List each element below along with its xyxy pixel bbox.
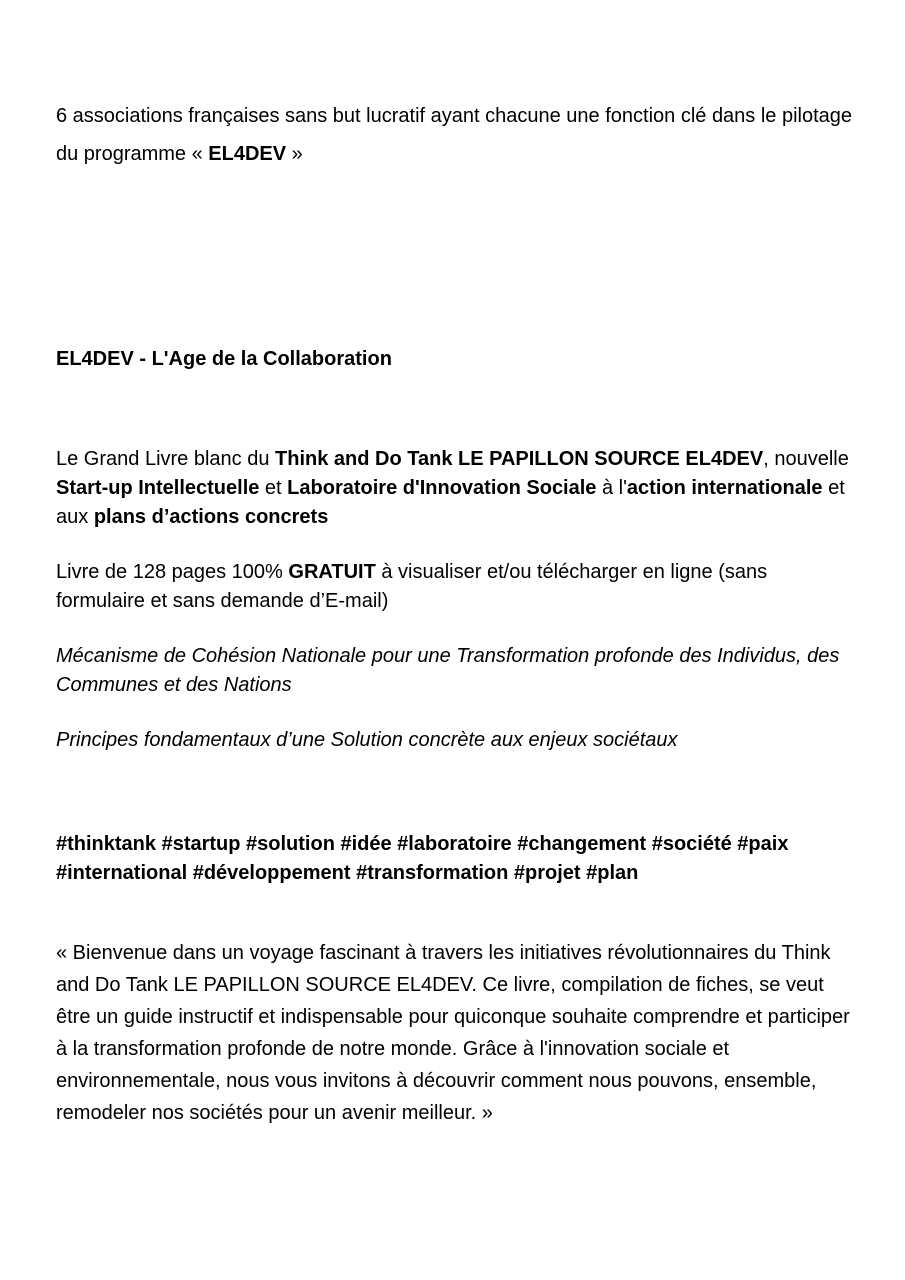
text-run: Start-up Intellectuelle xyxy=(56,477,260,499)
text-run: Livre de 128 pages 100% xyxy=(56,561,289,583)
text-run: Principes fondamentaux d’une Solution concrète aux enjeux sociétaux xyxy=(56,729,678,751)
intro-paragraph-line xyxy=(56,135,905,173)
mechanism-italic-paragraph-line xyxy=(56,671,905,700)
section-heading xyxy=(56,345,905,374)
welcome-quote-paragraph xyxy=(56,937,905,1129)
welcome-quote-paragraph-line xyxy=(56,1065,905,1097)
principles-italic-paragraph xyxy=(56,726,905,755)
text-run: environnementale, nous vous invitons à découvrir comment nous pouvons, ensemble, xyxy=(56,1070,817,1092)
free-book-paragraph-line xyxy=(56,558,905,587)
text-run: Communes et des Nations xyxy=(56,674,292,696)
text-run: et xyxy=(259,477,288,499)
text-run: être un guide instructif et indispensable pour quiconque souhaite comprendre et participer xyxy=(56,1006,850,1028)
text-run: et xyxy=(822,477,845,499)
document-content xyxy=(56,0,905,1129)
hashtags-paragraph-line xyxy=(56,859,905,888)
text-run: EL4DEV xyxy=(208,143,287,165)
text-run: #thinktank #startup #solution #idée #laboratoire #changement #société #paix xyxy=(56,833,789,855)
mechanism-italic-paragraph-line xyxy=(56,642,905,671)
intro-paragraph-line xyxy=(56,97,905,135)
text-run: à l' xyxy=(596,477,627,499)
text-run: plans d’actions concrets xyxy=(93,506,329,528)
text-run: « Bienvenue dans un voyage fascinant à travers les initiatives révolutionnaires du Think xyxy=(56,942,831,964)
hashtags-paragraph-line xyxy=(56,830,905,859)
text-run: Think and Do Tank LE PAPILLON SOURCE EL4DEV xyxy=(275,448,764,470)
text-run: #international #développement #transformation #projet #plan xyxy=(56,862,639,884)
text-run: Laboratoire d'Innovation Sociale xyxy=(287,477,597,499)
text-run: » xyxy=(286,143,303,165)
welcome-quote-paragraph-line xyxy=(56,1033,905,1065)
text-run: aux xyxy=(56,506,94,528)
text-run: action internationale xyxy=(626,477,823,499)
text-run: formulaire et sans demande d’E-mail) xyxy=(56,590,389,612)
mechanism-italic-paragraph xyxy=(56,642,905,700)
section-heading-line xyxy=(56,345,905,374)
book-description-paragraph-line xyxy=(56,474,905,503)
welcome-quote-paragraph-line xyxy=(56,937,905,969)
text-run: , nouvelle xyxy=(763,448,849,470)
welcome-quote-paragraph-line xyxy=(56,1097,905,1129)
text-run: Mécanisme de Cohésion Nationale pour une Transformation profonde des Individus, des xyxy=(56,645,840,667)
book-description-paragraph-line xyxy=(56,503,905,532)
text-run: remodeler nos sociétés pour un avenir meilleur. » xyxy=(56,1102,493,1124)
text-run: GRATUIT xyxy=(288,561,376,583)
text-run: 6 associations françaises sans but lucratif ayant chacune une fonction clé dans le pilotage xyxy=(56,105,853,127)
text-run: EL4DEV - L'Age de la Collaboration xyxy=(56,348,392,370)
welcome-quote-paragraph-line xyxy=(56,969,905,1001)
hashtags-paragraph xyxy=(56,830,905,888)
text-run: and Do Tank LE PAPILLON SOURCE EL4DEV. Ce livre, compilation de fiches, se veut xyxy=(56,974,824,996)
intro-paragraph xyxy=(56,0,905,173)
welcome-quote-paragraph-line xyxy=(56,1001,905,1033)
principles-italic-paragraph-line xyxy=(56,726,905,755)
text-run: à visualiser et/ou télécharger en ligne (sans xyxy=(375,561,768,583)
text-run: Le Grand Livre blanc du xyxy=(56,448,276,470)
free-book-paragraph-line xyxy=(56,587,905,616)
book-description-paragraph xyxy=(56,445,905,532)
text-run: à la transformation profonde de notre monde. Grâce à l'innovation sociale et xyxy=(56,1038,730,1060)
text-run: du programme « xyxy=(56,143,209,165)
book-description-paragraph-line xyxy=(56,445,905,474)
free-book-paragraph xyxy=(56,558,905,616)
